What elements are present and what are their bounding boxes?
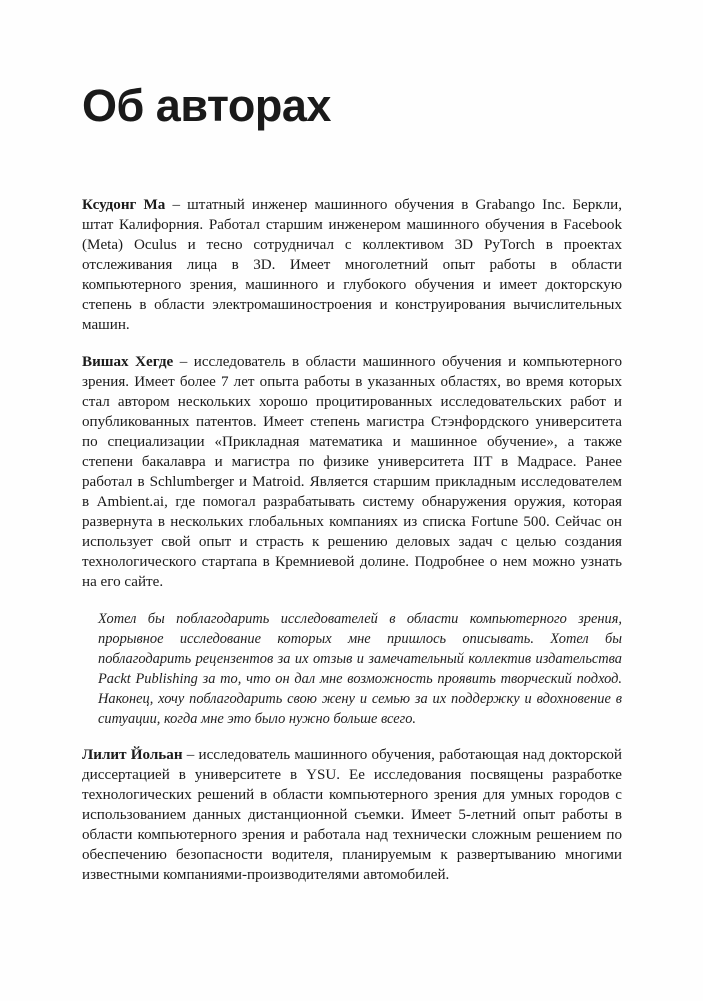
page-title: Об авторах: [82, 80, 331, 131]
acknowledgement-text: Хотел бы поблагодарить исследователей в области компьютерного зрения, прорывное исследование которых мне пришлось описывать. Хотел бы поблагодарить рецензентов за их отзыв и замечательный коллектив издательства Packt Publishing за то, что он дал мне возможность проявить творческий подход. Наконец, хочу поблагодарить свою жену и семью за их поддержку и вдохновение в ситуации, когда мне это было нужно больше всего.: [98, 611, 622, 728]
author-bio-text: – исследователь в области машинного обучения и компьютерного зрения. Имеет более 7 лет опыта работы в указанных областях, во время которых стал автором нескольких хорошо процитированных исследовательских работ и опубликованных патентов. Имеет степень магистра Стэнфордского университета по специализации «Прикладная математика и машинное обучение», а также степени бакалавра и магистра по физике университета IIT в Мадрасе. Ранее работал в Schlumberger и Matroid. Является старшим прикладным исследователем в Ambient.ai, где помогал разрабатывать систему обнаружения оружия, которая развернута в нескольких глобальных компаниях из списка Fortune 500. Сейчас он использует свой опыт и страсть к решению деловых задач с целью создания технологического стартапа в Кремниевой долине. Подробнее о нем можно узнать на его сайте.: [82, 354, 622, 591]
author-name: Лилит Йольан: [82, 747, 183, 764]
author-bio-paragraph: [82, 195, 622, 335]
author-name: Ксудонг Ма: [82, 197, 166, 214]
page-content-column: [82, 0, 622, 885]
author-name: Вишах Хегде: [82, 354, 174, 371]
author-bio-text: – исследователь машинного обучения, работающая над докторской диссертацией в университете в YSU. Ее исследования посвящены разработке технологических решений в области компьютерного зрения для умных городов с использованием данных дистанционной съемки. Имеет 5-летний опыт работы в области компьютерного зрения и работала над технически сложным решением по обеспечению безопасности водителя, планируемым к развертыванию многими известными компаниями-производителями автомобилей.: [82, 747, 623, 884]
acknowledgement-block: [98, 609, 622, 729]
author-bio-paragraph: [82, 745, 622, 885]
about-authors-body: [82, 129, 622, 885]
author-bio-text: – штатный инженер машинного обучения в Grabango Inc. Беркли, штат Калифорния. Работал старшим инженером машинного обучения в Facebook (Meta) Oculus и тесно сотрудничал с коллективом 3D PyTorch в проектах отслеживания лица в 3D. Имеет многолетний опыт работы в области компьютерного зрения, машинного и глубокого обучения и имеет докторскую степень в области электромашиностроения и конструирования вычислительных машин.: [82, 197, 622, 334]
author-bio-paragraph: [82, 352, 622, 592]
